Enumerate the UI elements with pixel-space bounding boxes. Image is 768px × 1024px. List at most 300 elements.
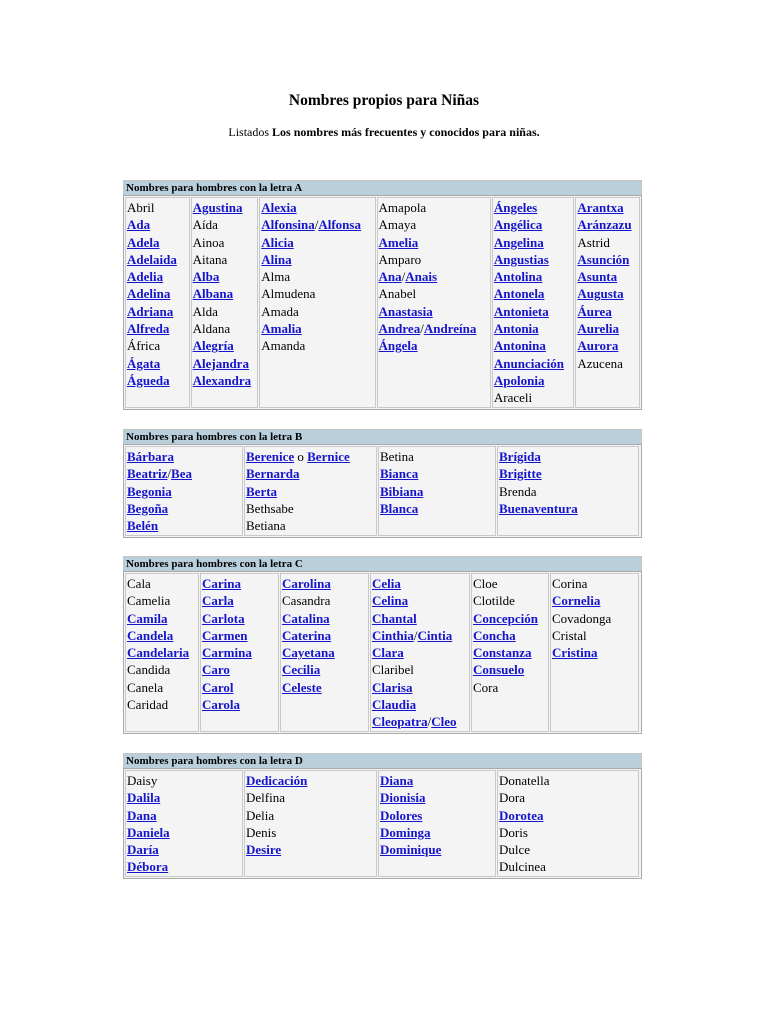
name-entry [499, 789, 638, 806]
name-entry [473, 610, 548, 627]
name-entry [380, 483, 495, 500]
name-link[interactable]: Dorotea [499, 807, 544, 823]
name-entry [372, 696, 469, 713]
name-entry [261, 216, 374, 233]
name-entry [577, 251, 639, 268]
name-entry [193, 234, 258, 251]
name-link[interactable]: Carmen [202, 627, 248, 643]
name-link[interactable]: Begonia [127, 483, 172, 499]
name-link[interactable]: Antonia [493, 321, 539, 337]
name-link[interactable]: Concha [473, 627, 516, 643]
name-link[interactable]: Cornelia [552, 593, 601, 609]
name-entry [127, 337, 189, 354]
names-column [125, 446, 243, 536]
name-entry [494, 355, 574, 372]
name-link[interactable]: Alina [261, 251, 292, 267]
name-link[interactable]: Candelaria [127, 645, 190, 661]
names-column [471, 573, 549, 732]
name-entry [127, 355, 189, 372]
name-link[interactable]: Belén [127, 518, 159, 534]
name-entry [261, 320, 374, 337]
name-link[interactable]: Carla [202, 593, 234, 609]
name-link[interactable]: Aurora [577, 338, 619, 354]
name-text: Aldana [192, 321, 231, 337]
name-entry [380, 807, 495, 824]
name-link[interactable]: Cintia [417, 627, 453, 643]
name-text: Araceli [493, 390, 533, 406]
name-entry [473, 575, 548, 592]
name-entry [473, 627, 548, 644]
name-text: Corina [552, 576, 588, 591]
name-link[interactable]: Carolina [282, 576, 331, 591]
name-link[interactable]: Andrea [378, 321, 421, 337]
name-entry [127, 465, 242, 482]
name-text: Betiana [246, 518, 286, 534]
name-entry [372, 661, 469, 678]
name-link[interactable]: Adelina [127, 286, 171, 302]
name-entry [127, 661, 198, 678]
name-link[interactable]: Bernarda [246, 466, 300, 482]
name-entry [202, 696, 278, 713]
name-link[interactable]: Alfonsa [318, 217, 361, 233]
name-entry [193, 337, 258, 354]
name-text: Bethsabe [246, 500, 294, 516]
name-entry [494, 389, 574, 406]
name-link[interactable]: Amalia [261, 321, 302, 337]
name-link[interactable]: Chantal [372, 610, 417, 626]
name-entry [246, 807, 376, 824]
name-entry [261, 251, 374, 268]
name-entry [372, 575, 469, 592]
name-entry [127, 251, 189, 268]
name-entry [577, 337, 639, 354]
name-entry [499, 858, 638, 875]
name-entry [202, 661, 278, 678]
name-link[interactable]: Antonieta [493, 303, 549, 319]
name-text: Amaya [378, 217, 417, 233]
name-link[interactable]: Bea [171, 466, 192, 482]
name-entry [577, 234, 639, 251]
name-link[interactable]: Angelina [493, 234, 544, 250]
name-entry [473, 644, 548, 661]
names-column [370, 573, 470, 732]
name-text: Casandra [282, 593, 331, 609]
name-text: Anabel [378, 286, 417, 302]
name-text: Camelia [127, 593, 171, 609]
name-entry [127, 696, 198, 713]
name-entry [372, 627, 469, 644]
name-text: Almudena [261, 286, 316, 302]
name-link[interactable]: Dominique [380, 842, 442, 858]
name-link[interactable]: Dana [127, 807, 157, 823]
name-entry [127, 679, 198, 696]
name-entry [380, 465, 495, 482]
name-link[interactable]: Claudia [372, 697, 417, 713]
name-text: Daisy [127, 773, 158, 788]
name-link[interactable]: Alfreda [127, 321, 170, 337]
name-text: Cristal [552, 627, 587, 643]
name-entry [193, 285, 258, 302]
name-entry [473, 679, 548, 696]
name-entry [372, 592, 469, 609]
name-entry [127, 517, 242, 534]
names-table [123, 444, 642, 538]
name-entry [499, 483, 638, 500]
name-entry [246, 448, 376, 465]
name-entry [552, 644, 638, 661]
name-link[interactable]: Antonina [493, 338, 546, 354]
name-entry [127, 483, 242, 500]
name-link[interactable]: Camila [127, 610, 168, 626]
name-entry [127, 858, 242, 875]
name-text: Delfina [246, 790, 285, 806]
section-letter-d [123, 753, 642, 879]
name-entry [127, 610, 198, 627]
name-text: Cora [473, 679, 499, 695]
name-entry [246, 772, 376, 789]
name-link[interactable]: Adela [127, 234, 160, 250]
name-link[interactable]: Alfonsina [261, 217, 315, 233]
names-column [280, 573, 369, 732]
names-column [497, 770, 639, 877]
name-link[interactable]: Andreína [423, 321, 477, 337]
name-entry [261, 199, 374, 216]
names-column [492, 197, 575, 408]
name-separator: o [294, 449, 308, 464]
name-entry [193, 251, 258, 268]
section-header: Nombres para hombres con la letra C [123, 556, 642, 571]
name-entry [246, 483, 376, 500]
name-text: Dora [499, 790, 525, 806]
names-column [125, 770, 243, 877]
name-link[interactable]: Ada [127, 217, 151, 233]
name-link[interactable]: Bianca [380, 466, 419, 482]
name-entry [379, 285, 490, 302]
name-link[interactable]: Angélica [493, 217, 543, 233]
name-link[interactable]: Anastasia [378, 303, 433, 319]
name-link[interactable]: Angustias [493, 251, 549, 267]
name-entry [577, 355, 639, 372]
name-link[interactable]: Débora [127, 859, 169, 875]
names-column [550, 573, 639, 732]
name-link[interactable]: Caterina [282, 627, 332, 643]
name-link[interactable]: Antolina [493, 269, 543, 285]
name-link[interactable]: Caro [202, 662, 230, 678]
name-link[interactable]: Aurelia [577, 321, 620, 337]
name-link[interactable]: Bernice [307, 449, 350, 464]
names-table [123, 195, 642, 410]
name-separator: / [314, 217, 319, 233]
name-link[interactable]: Daniela [127, 824, 170, 840]
name-entry [499, 807, 638, 824]
name-entry [494, 234, 574, 251]
name-link[interactable]: Dalila [127, 790, 161, 806]
name-text: Azucena [577, 355, 623, 371]
name-link[interactable]: Catalina [282, 610, 330, 626]
name-entry [494, 216, 574, 233]
name-link[interactable]: Bárbara [127, 449, 174, 464]
section-header: Nombres para hombres con la letra B [123, 429, 642, 444]
name-link[interactable]: Dedicación [246, 773, 308, 788]
name-entry [372, 610, 469, 627]
name-link[interactable]: Brígida [499, 449, 541, 464]
name-entry [379, 320, 490, 337]
name-entry [202, 610, 278, 627]
name-entry [499, 465, 638, 482]
name-link[interactable]: Alexia [261, 200, 297, 215]
name-entry [127, 824, 242, 841]
names-table [123, 571, 642, 734]
name-entry [379, 303, 490, 320]
section-header: Nombres para hombres con la letra A [123, 180, 642, 195]
name-link[interactable]: Blanca [380, 500, 419, 516]
name-entry [193, 216, 258, 233]
name-link[interactable]: Cleo [431, 714, 457, 730]
name-link[interactable]: Dolores [380, 807, 423, 823]
name-entry [380, 789, 495, 806]
name-link[interactable]: Alejandra [192, 355, 249, 371]
name-text: Candida [127, 662, 171, 678]
name-text: Astrid [577, 234, 610, 250]
names-column [259, 197, 375, 408]
name-link[interactable]: Begoña [127, 500, 169, 516]
name-entry [193, 320, 258, 337]
name-entry [494, 303, 574, 320]
name-link[interactable]: Brigitte [499, 466, 542, 482]
name-entry [202, 592, 278, 609]
names-column [244, 770, 377, 877]
name-entry [379, 199, 490, 216]
name-entry [552, 610, 638, 627]
name-entry [202, 644, 278, 661]
name-link[interactable]: Antonela [493, 286, 545, 302]
name-entry [380, 824, 495, 841]
name-entry [282, 592, 368, 609]
name-entry [577, 216, 639, 233]
name-entry [127, 216, 189, 233]
name-link[interactable]: Amelia [378, 234, 419, 250]
name-entry [494, 199, 574, 216]
name-text: Dulcinea [499, 859, 546, 875]
name-entry [372, 713, 469, 730]
name-entry [494, 320, 574, 337]
name-entry [127, 303, 189, 320]
name-link[interactable]: Ágata [127, 355, 161, 371]
name-link[interactable]: Ángeles [493, 200, 538, 215]
name-link[interactable]: Anais [405, 269, 438, 285]
name-text: Ainoa [192, 234, 225, 250]
name-link[interactable]: Bibiana [380, 483, 424, 499]
name-link[interactable]: Daría [127, 842, 159, 858]
name-entry [494, 268, 574, 285]
name-link[interactable]: Carina [202, 576, 241, 591]
name-entry [380, 772, 495, 789]
name-link[interactable]: Dominga [380, 824, 431, 840]
name-entry [499, 824, 638, 841]
name-entry [499, 841, 638, 858]
name-link[interactable]: Buenaventura [499, 500, 578, 516]
name-link[interactable]: Desire [246, 842, 282, 858]
name-link[interactable]: Clarisa [372, 679, 413, 695]
name-link[interactable]: Apolonia [493, 372, 545, 388]
name-entry [261, 303, 374, 320]
name-link[interactable]: Celeste [282, 679, 322, 695]
name-link[interactable]: Consuelo [473, 662, 525, 678]
name-separator: / [401, 269, 406, 285]
name-entry [127, 644, 198, 661]
name-entry [552, 575, 638, 592]
names-column [244, 446, 377, 536]
name-link[interactable]: Dionisia [380, 790, 426, 806]
name-link[interactable]: Concepción [473, 610, 538, 626]
name-entry [193, 303, 258, 320]
name-entry [552, 627, 638, 644]
name-text: Amapola [378, 200, 427, 215]
name-link[interactable]: Alegría [192, 338, 234, 354]
name-link[interactable]: Adelia [127, 269, 164, 285]
name-link[interactable]: Aránzazu [577, 217, 632, 233]
name-entry [127, 789, 242, 806]
name-text: Amparo [378, 251, 422, 267]
name-text: Donatella [499, 773, 550, 788]
name-entry [246, 841, 376, 858]
name-text: Cala [127, 576, 151, 591]
name-link[interactable]: Celia [372, 576, 401, 591]
name-link[interactable]: Adriana [127, 303, 174, 319]
name-entry [127, 199, 189, 216]
name-link[interactable]: Cayetana [282, 645, 335, 661]
name-link[interactable]: Carol [202, 679, 234, 695]
name-entry [127, 627, 198, 644]
name-entry [127, 592, 198, 609]
name-entry [282, 627, 368, 644]
name-link[interactable]: Alba [192, 269, 220, 285]
name-entry [246, 517, 376, 534]
names-column [200, 573, 279, 732]
name-link[interactable]: Águeda [127, 372, 170, 388]
name-text: Amada [261, 303, 299, 319]
name-entry [193, 372, 258, 389]
name-link[interactable]: Áurea [577, 303, 612, 319]
name-link[interactable]: Augusta [577, 286, 624, 302]
name-text: Cloe [473, 576, 498, 591]
name-separator: / [167, 466, 172, 482]
name-link[interactable]: Alexandra [192, 372, 252, 388]
names-column [378, 770, 496, 877]
section-letter-a [123, 180, 642, 410]
name-entry [577, 199, 639, 216]
name-entry [193, 355, 258, 372]
name-link[interactable]: Albana [192, 286, 234, 302]
name-link[interactable]: Alicia [261, 234, 294, 250]
name-entry [261, 234, 374, 251]
name-link[interactable]: Constanza [473, 645, 532, 661]
name-entry [261, 285, 374, 302]
name-entry [193, 199, 258, 216]
name-text: Alda [192, 303, 218, 319]
name-link[interactable]: Candela [127, 627, 174, 643]
name-entry [127, 448, 242, 465]
name-entry [127, 372, 189, 389]
name-entry [246, 824, 376, 841]
name-link[interactable]: Cristina [552, 645, 598, 661]
name-text: Alma [261, 269, 291, 285]
name-entry [127, 320, 189, 337]
name-entry [127, 841, 242, 858]
name-entry [372, 644, 469, 661]
page-subtitle [0, 124, 768, 140]
name-text: Covadonga [552, 610, 612, 626]
name-text: Aitana [192, 251, 228, 267]
name-entry [127, 575, 198, 592]
name-entry [261, 268, 374, 285]
name-link[interactable]: Arantxa [577, 200, 624, 215]
name-text: Betina [380, 449, 414, 464]
names-table [123, 768, 642, 879]
name-entry [282, 661, 368, 678]
name-entry [473, 592, 548, 609]
name-entry [261, 337, 374, 354]
name-link[interactable]: Ana [378, 269, 402, 285]
name-link[interactable]: Carlota [202, 610, 245, 626]
name-text: Caridad [127, 697, 169, 713]
name-separator: / [413, 627, 418, 643]
name-entry [372, 679, 469, 696]
name-entry [494, 251, 574, 268]
name-text: Doris [499, 824, 528, 840]
name-entry [379, 337, 490, 354]
subtitle-bold-text: Los nombres más frecuentes y conocidos para niñas. [272, 125, 540, 139]
names-column [125, 573, 199, 732]
name-text: Amanda [261, 338, 306, 354]
name-entry [494, 337, 574, 354]
section-header: Nombres para hombres con la letra D [123, 753, 642, 768]
name-link[interactable]: Cecilia [282, 662, 321, 678]
name-entry [380, 500, 495, 517]
name-link[interactable]: Cinthia [372, 627, 414, 643]
name-link[interactable]: Anunciación [493, 355, 564, 371]
name-link[interactable]: Adelaida [127, 251, 177, 267]
name-link[interactable]: Berta [246, 483, 278, 499]
name-text: Delia [246, 807, 275, 823]
name-text: Dulce [499, 842, 531, 858]
name-entry [499, 500, 638, 517]
name-entry [577, 303, 639, 320]
name-link[interactable]: Berenice [246, 449, 295, 464]
name-link[interactable]: Cleopatra [372, 714, 428, 730]
name-text: Aída [192, 217, 218, 233]
name-link[interactable]: Asunta [577, 269, 618, 285]
names-column [377, 197, 491, 408]
name-link[interactable]: Clara [372, 645, 404, 661]
name-link[interactable]: Carola [202, 697, 241, 713]
name-link[interactable]: Carmina [202, 645, 252, 661]
name-entry [379, 251, 490, 268]
name-link[interactable]: Agustina [192, 200, 243, 215]
name-entry [282, 679, 368, 696]
section-letter-b [123, 429, 642, 538]
name-link[interactable]: Diana [380, 773, 414, 788]
name-entry [499, 448, 638, 465]
name-entry [202, 575, 278, 592]
name-link[interactable]: Ángela [378, 338, 418, 354]
name-text: Abril [127, 200, 155, 215]
name-entry [380, 841, 495, 858]
name-link[interactable]: Celina [372, 593, 409, 609]
name-link[interactable]: Asunción [577, 251, 630, 267]
name-entry [127, 268, 189, 285]
name-link[interactable]: Beatriz [127, 466, 168, 482]
